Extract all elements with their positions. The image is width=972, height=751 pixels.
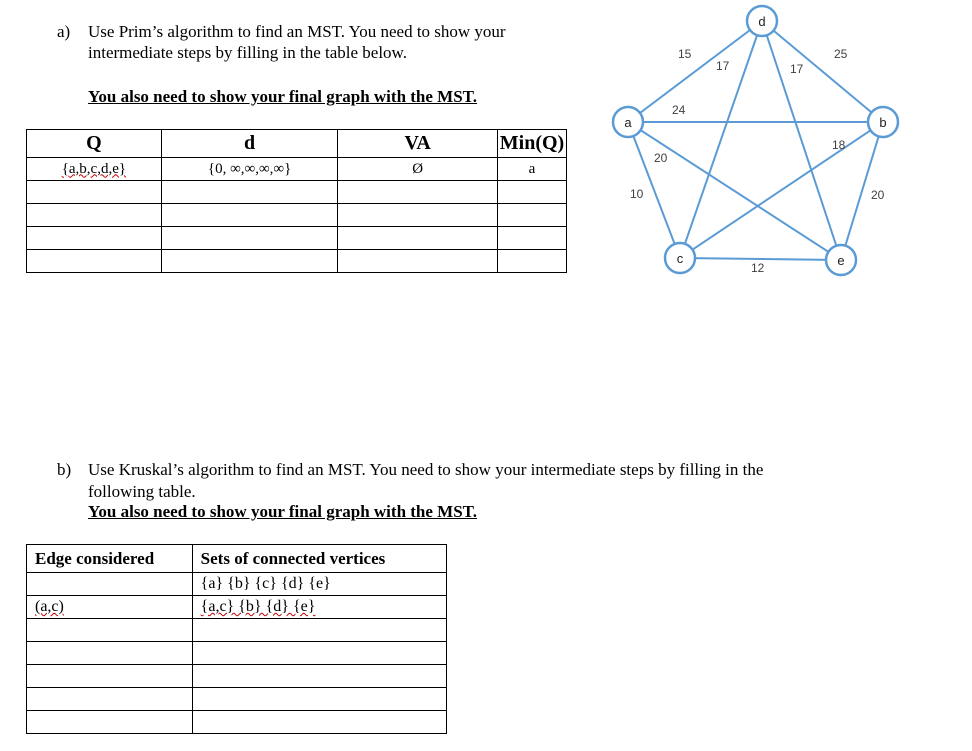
part-a-final-note: You also need to show your final graph with the MST. bbox=[88, 87, 478, 106]
table-row bbox=[27, 642, 447, 665]
table-cell[interactable] bbox=[27, 665, 193, 688]
node-label-d: d bbox=[758, 14, 766, 29]
edge-label-a-c: 10 bbox=[630, 187, 644, 201]
edge-label-c-e: 12 bbox=[751, 261, 765, 275]
prim-header-va: VA bbox=[338, 130, 498, 158]
edge-label-d-c: 17 bbox=[716, 59, 730, 73]
prim-header-q: Q bbox=[27, 130, 162, 158]
table-cell[interactable] bbox=[27, 711, 193, 734]
kruskal-cell-sets: {a,c} {b} {d} {e} bbox=[200, 598, 316, 615]
node-label-a: a bbox=[624, 115, 632, 130]
prim-cell-minq[interactable]: a bbox=[498, 158, 567, 181]
edge-label-d-e: 17 bbox=[790, 62, 804, 76]
table-cell[interactable] bbox=[27, 642, 193, 665]
kruskal-cell-edge[interactable] bbox=[27, 573, 193, 596]
table-cell[interactable] bbox=[27, 619, 193, 642]
table-cell[interactable] bbox=[192, 711, 446, 734]
edge-label-a-b: 24 bbox=[672, 103, 686, 117]
prim-header-d: d bbox=[161, 130, 338, 158]
edge-label-c-b: 18 bbox=[832, 138, 846, 152]
part-a-line2: intermediate steps by filling in the table below. bbox=[88, 43, 407, 62]
edge-d-b bbox=[762, 21, 883, 122]
table-row bbox=[27, 619, 447, 642]
table-cell[interactable] bbox=[192, 665, 446, 688]
edge-a-d bbox=[628, 21, 762, 122]
edge-d-e bbox=[762, 21, 841, 260]
table-cell[interactable] bbox=[192, 619, 446, 642]
part-b-line1: Use Kruskal’s algorithm to find an MST. You need to show your intermediate steps by filling in the bbox=[88, 460, 764, 479]
kruskal-cell-sets[interactable]: {a} {b} {c} {d} {e} bbox=[192, 573, 446, 596]
prim-cell-va[interactable]: Ø bbox=[338, 158, 498, 181]
table-row bbox=[27, 596, 447, 619]
edge-c-b bbox=[680, 122, 883, 258]
edge-a-e bbox=[628, 122, 841, 260]
edge-label-d-b: 25 bbox=[834, 47, 848, 61]
part-b-marker: b) bbox=[57, 460, 72, 479]
edge-label-a-e: 20 bbox=[654, 151, 668, 165]
prim-cell-q: {a,b,c,d,e} bbox=[61, 160, 127, 177]
table-cell[interactable] bbox=[192, 642, 446, 665]
node-label-c: c bbox=[676, 251, 684, 266]
prim-cell-d[interactable]: {0, ∞,∞,∞,∞} bbox=[161, 158, 338, 181]
kruskal-header-edge: Edge considered bbox=[27, 545, 193, 573]
part-b-line2: following table. bbox=[88, 482, 196, 501]
edge-c-e bbox=[680, 258, 841, 260]
part-a-line1: Use Prim’s algorithm to find an MST. You need to show your bbox=[88, 22, 506, 41]
node-label-b: b bbox=[879, 115, 887, 130]
edge-label-b-e: 20 bbox=[871, 188, 885, 202]
table-cell[interactable] bbox=[27, 688, 193, 711]
table-row bbox=[27, 665, 447, 688]
table-cell[interactable] bbox=[192, 688, 446, 711]
edge-d-c bbox=[680, 21, 762, 258]
node-label-e: e bbox=[837, 253, 845, 268]
kruskal-cell-edge: (a,c) bbox=[35, 598, 64, 615]
part-b-final-note: You also need to show your final graph with the MST. bbox=[88, 502, 478, 521]
table-row bbox=[27, 711, 447, 734]
kruskal-header-sets: Sets of connected vertices bbox=[192, 545, 446, 573]
edge-label-a-d: 15 bbox=[678, 47, 692, 61]
kruskal-table bbox=[26, 544, 447, 734]
table-row bbox=[27, 573, 447, 596]
prim-header-minq: Min(Q) bbox=[498, 130, 567, 158]
table-row bbox=[27, 688, 447, 711]
part-a-marker: a) bbox=[57, 22, 71, 41]
